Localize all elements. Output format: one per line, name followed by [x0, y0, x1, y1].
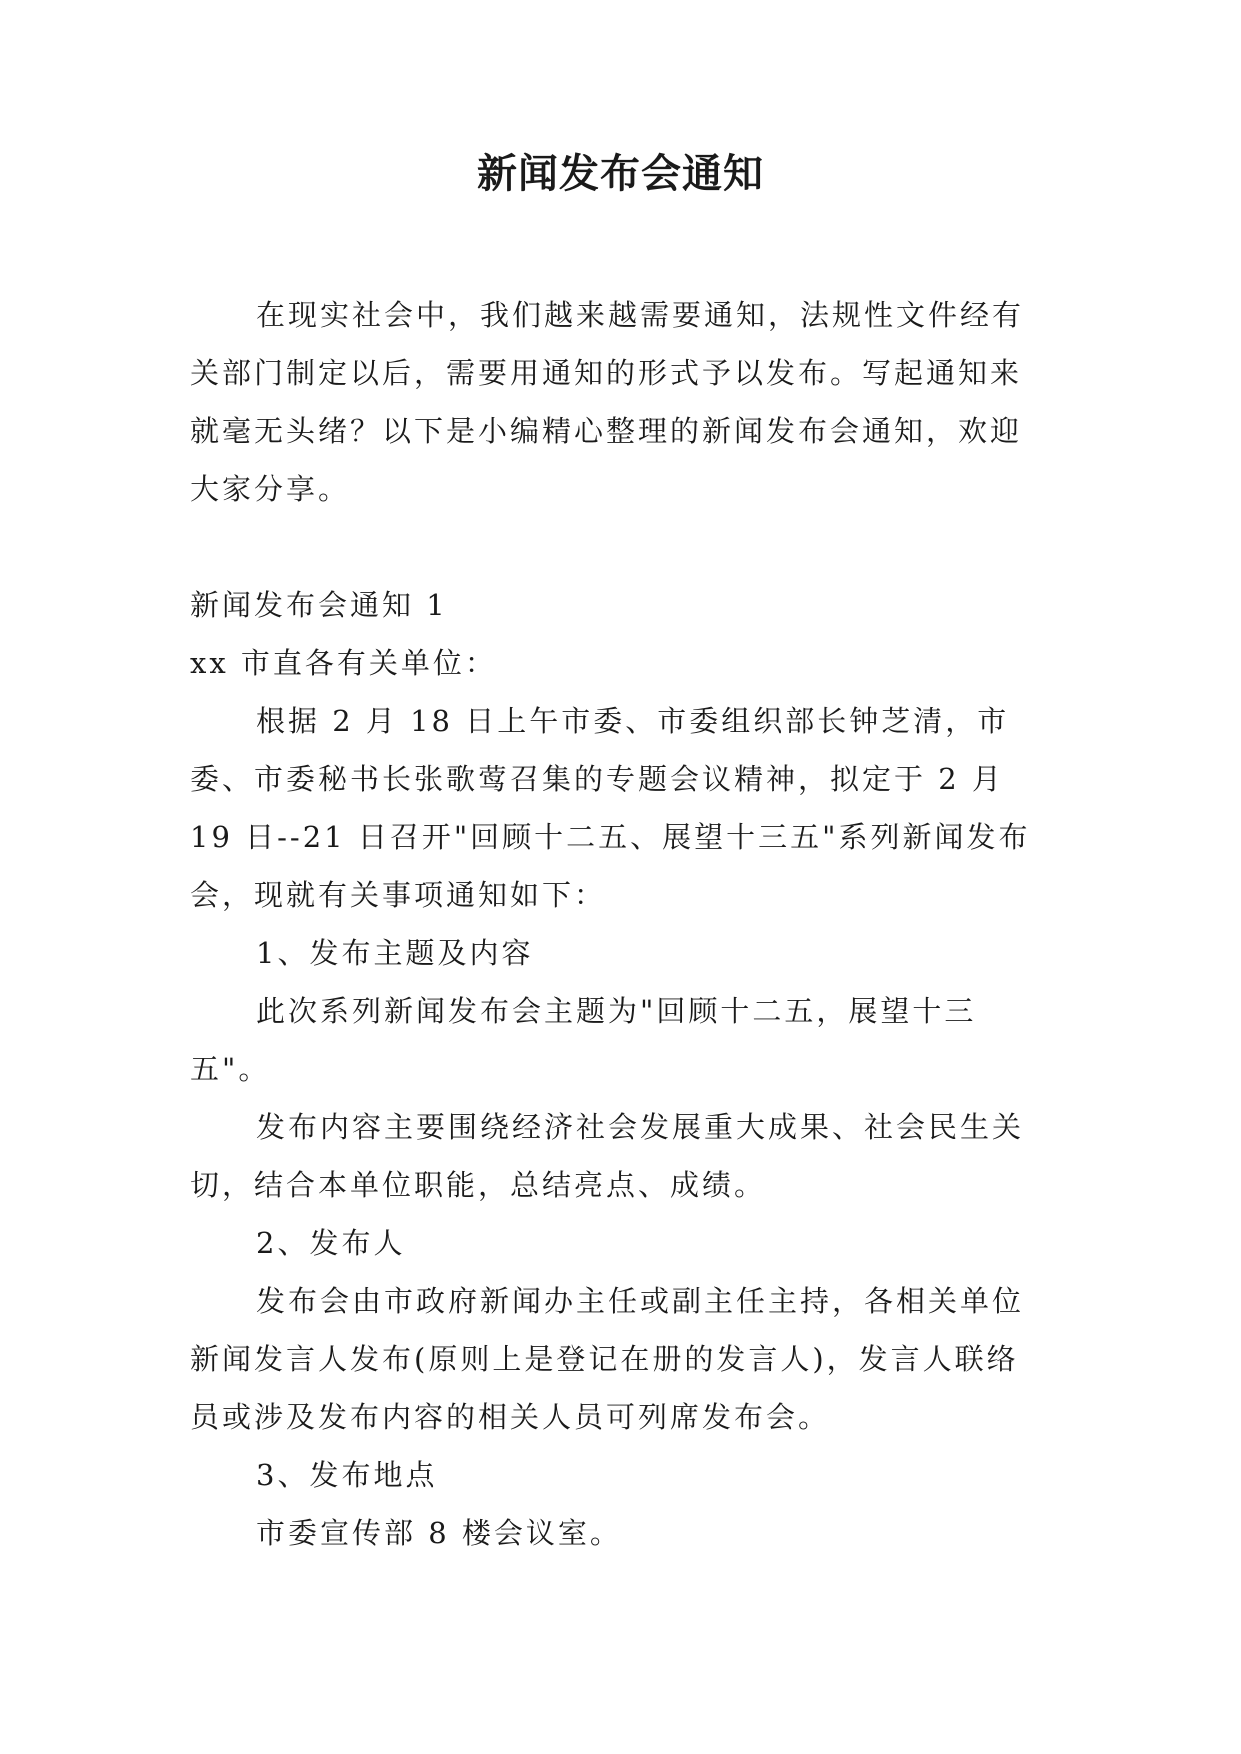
heading-location: 3、发布地点 — [256, 1458, 438, 1492]
paragraph-content: 发布内容主要围绕经济社会发展重大成果、社会民生关切，结合本单位职能，总结亮点、成绩。 — [190, 1110, 1025, 1202]
heading-publisher: 2、发布人 — [256, 1226, 406, 1260]
paragraph-location: 市委宣传部 8 楼会议室。 — [256, 1516, 622, 1550]
heading-topic-content: 1、发布主题及内容 — [256, 936, 534, 970]
document-title: 新闻发布会通知 — [477, 150, 764, 197]
intro-paragraph: 在现实社会中，我们越来越需要通知，法规性文件经有关部门制定以后，需要用通知的形式予以发布。写起通知来就毫无头绪？以下是小编精心整理的新闻发布会通知，欢迎大家分享。 — [190, 298, 1025, 506]
intro-section — [190, 286, 1050, 518]
section-heading: 新闻发布会通知 1 — [190, 588, 448, 622]
addressee: xx 市直各有关单位： — [190, 646, 497, 680]
paragraph-theme: 此次系列新闻发布会主题为"回顾十二五，展望十三五"。 — [190, 994, 977, 1086]
notice-body — [190, 576, 1050, 1562]
paragraph-publisher: 发布会由市政府新闻办主任或副主任主持，各相关单位新闻发言人发布(原则上是登记在册的发言人)，发言人联络员或涉及发布内容的相关人员可列席发布会。 — [190, 1284, 1025, 1434]
paragraph-meeting-basis: 根据 2 月 18 日上午市委、市委组织部长钟芝清，市委、市委秘书长张歌莺召集的专题会议精神，拟定于 2 月 19 日--21 日召开"回顾十二五、展望十三五"系列新闻发布会，现就有关事项通知如下： — [190, 704, 1031, 912]
